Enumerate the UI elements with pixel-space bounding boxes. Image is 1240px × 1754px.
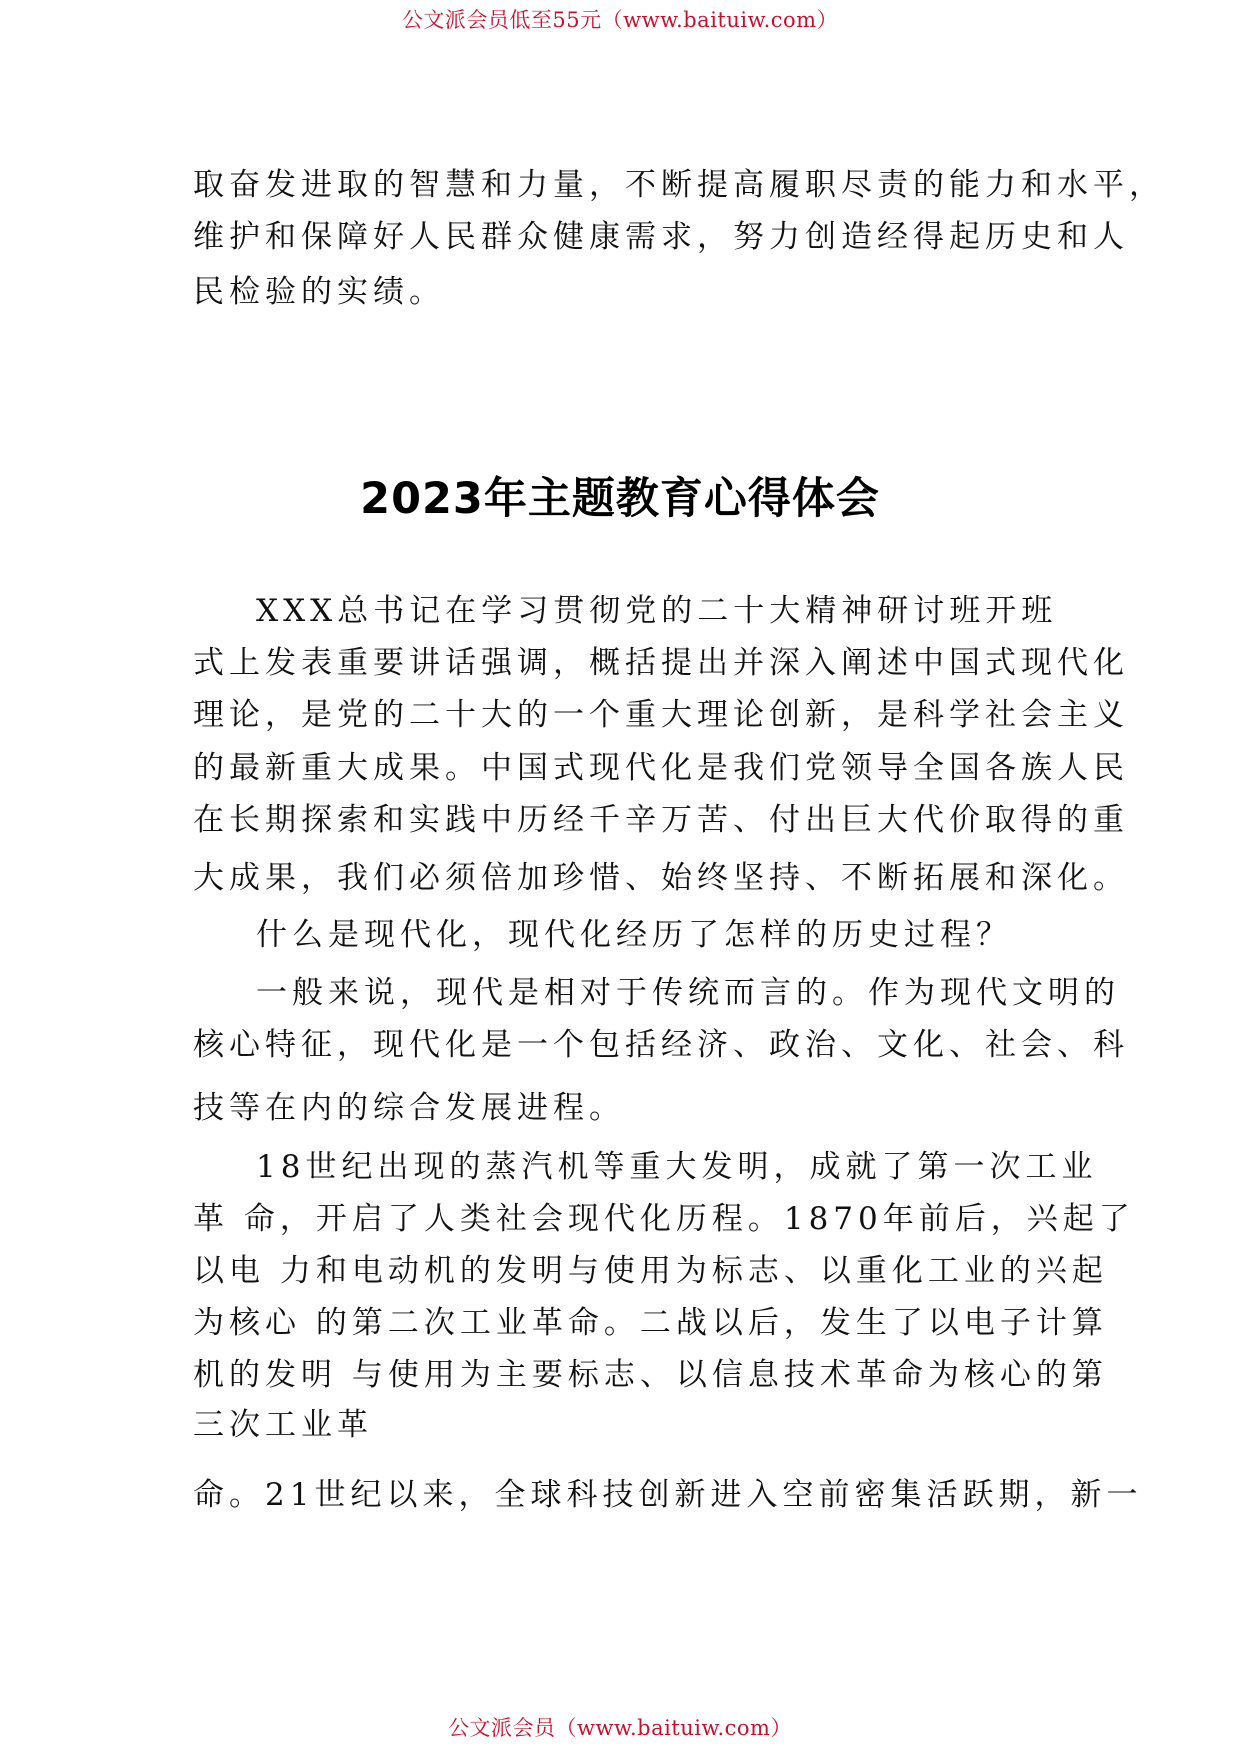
header-banner[interactable]: 公文派会员低至55元（www.baituiw.com） [401,8,839,32]
text-line: 以电 力和电动机的发明与使用为标志、以重化工业的兴起 [193,1253,1108,1289]
footer-banner[interactable]: 公文派会员（www.baituiw.com） [448,1716,792,1740]
text-line: 革 命，开启了人类社会现代化历程。1870年前后，兴起了 [193,1201,1135,1237]
text-line: 大成果，我们必须倍加珍惜、始终坚持、不断拓展和深化。 [193,860,1129,896]
text-line: 命。21世纪以来，全球科技创新进入空前密集活跃期，新一 [193,1477,1143,1513]
text-line: 核心特征，现代化是一个包括经济、政治、文化、社会、科 [193,1027,1129,1063]
text-line: 在长期探索和实践中历经千辛万苦、付出巨大代价取得的重 [193,802,1129,838]
text-line: 维护和保障好人民群众健康需求，努力创造经得起历史和人 [193,219,1129,255]
text-line: XXX总书记在学习贯彻党的二十大精神研讨班开班 [256,593,1058,629]
text-line: 理论，是党的二十大的一个重大理论创新，是科学社会主义 [193,697,1129,733]
text-line: 为核心 的第二次工业革命。二战以后，发生了以电子计算 [193,1305,1108,1341]
text-line: 机的发明 与使用为主要标志、以信息技术革命为核心的第 [193,1357,1108,1393]
text-line: 民检验的实绩。 [193,274,445,310]
text-line: 式上发表重要讲话强调，概括提出并深入阐述中国式现代化 [193,645,1129,681]
text-line: 什么是现代化，现代化经历了怎样的历史过程？ [256,917,1012,953]
text-line: 一般来说，现代是相对于传统而言的。作为现代文明的 [256,975,1120,1011]
document-title: 2023年主题教育心得体会 [360,474,880,524]
text-line: 的最新重大成果。中国式现代化是我们党领导全国各族人民 [193,750,1129,786]
text-line: 取奋发进取的智慧和力量，不断提高履职尽责的能力和水平， [193,167,1165,203]
text-line: 18世纪出现的蒸汽机等重大发明，成就了第一次工业 [256,1149,1098,1185]
text-line: 技等在内的综合发展进程。 [193,1090,625,1126]
text-line: 三次工业革 [193,1407,373,1443]
